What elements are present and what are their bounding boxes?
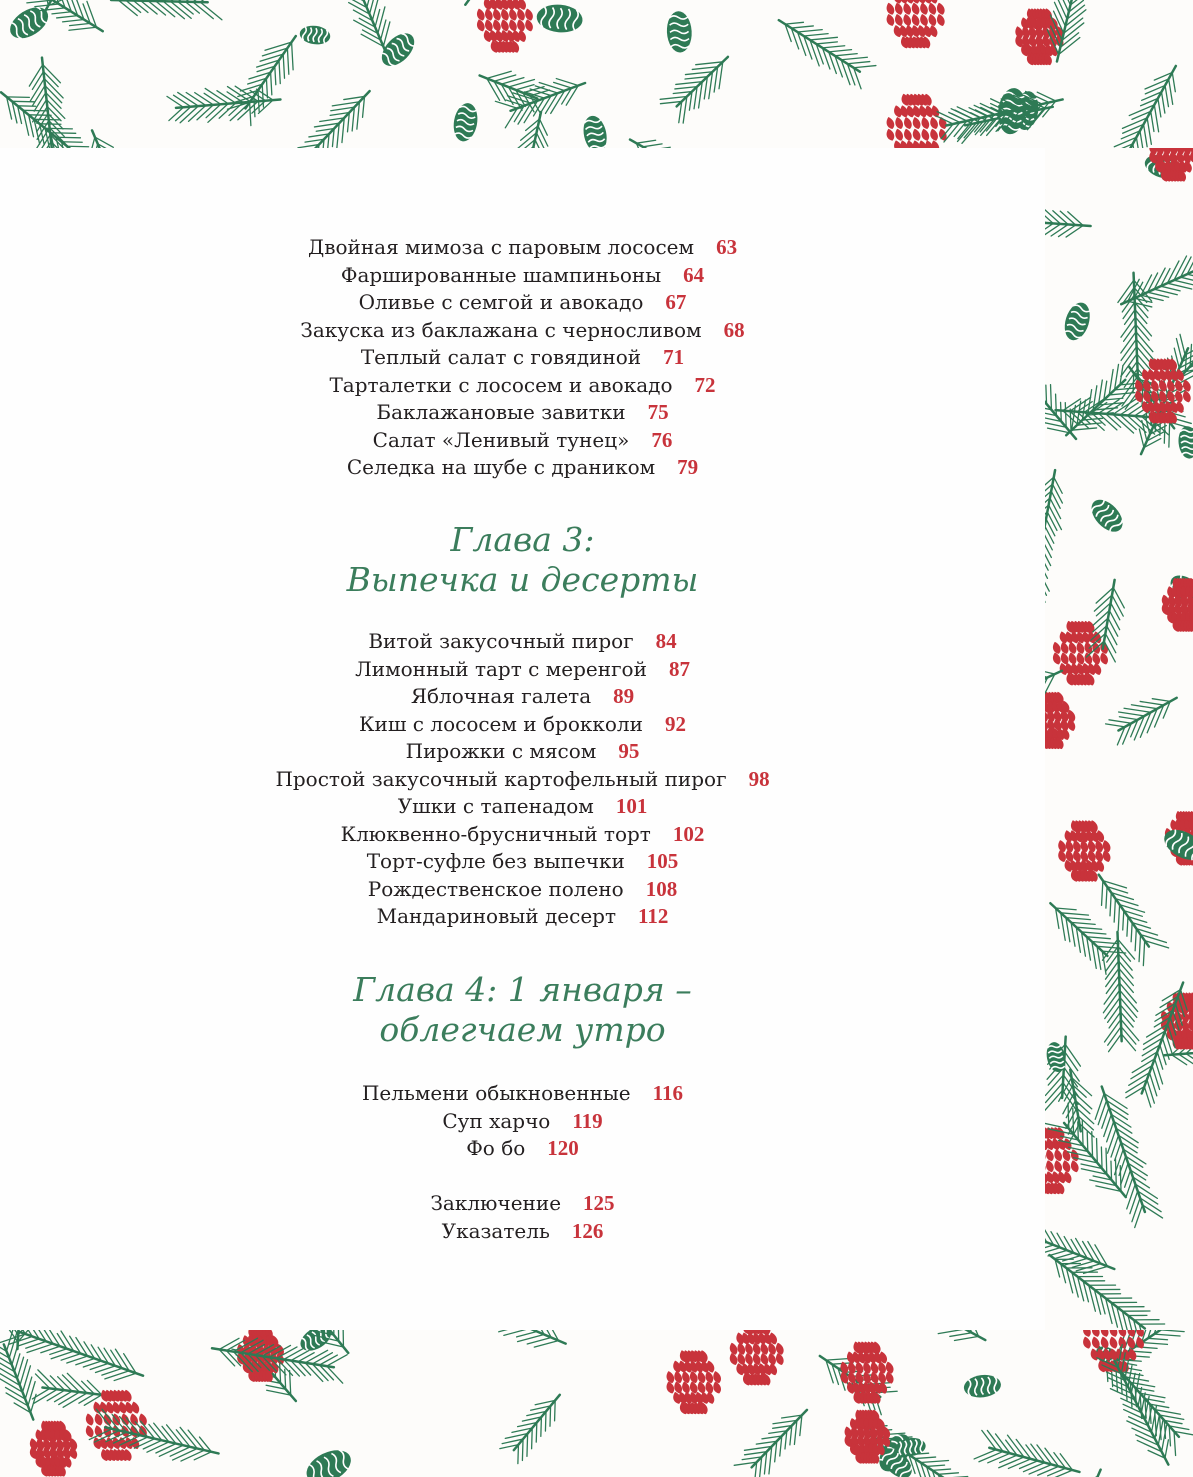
toc-entry[interactable]: Рождественское полено 108 [367, 876, 678, 901]
page-number: 64 [683, 262, 705, 287]
page-number: 98 [748, 766, 770, 791]
toc-entry[interactable]: Баклажановые завитки 75 [376, 400, 669, 424]
table-of-contents [0, 148, 1045, 1330]
toc-entry[interactable]: Киш с лососем и брокколи 92 [359, 711, 686, 736]
page-number: 125 [583, 1191, 615, 1215]
toc-entry[interactable]: Яблочная галета 89 [410, 684, 635, 708]
page-number: 75 [647, 400, 669, 424]
toc-section-salads [0, 234, 1045, 482]
top-pine-border [0, 0, 1193, 148]
page-number: 101 [615, 794, 648, 818]
chapter-3-title: Выпечка и десерты [346, 560, 699, 599]
toc-entry[interactable]: Двойная мимоза с паровым лососем 63 [307, 235, 738, 259]
toc-entry[interactable]: Ушки с тапенадом 101 [397, 794, 648, 818]
toc-entry[interactable]: Оливье с семгой и авокадо 67 [358, 290, 687, 314]
toc-entry[interactable]: Селедка на шубе с драником 79 [346, 455, 699, 479]
toc-entry[interactable]: Торт-суфле без выпечки 105 [366, 849, 679, 873]
page-number: 116 [652, 1081, 683, 1105]
bottom-pine-border [0, 1330, 1193, 1477]
toc-entry[interactable]: Фаршированные шампиньоны 64 [340, 262, 705, 287]
toc-entry[interactable]: Закуска из баклажана с черносливом 68 [300, 317, 745, 342]
toc-entry[interactable]: Фо бо 120 [466, 1136, 579, 1160]
toc-entry[interactable]: Лимонный тарт с меренгой 87 [355, 656, 690, 681]
page-number: 76 [651, 427, 673, 452]
page-number: 72 [694, 372, 716, 397]
toc-section-chapter-3 [0, 628, 1045, 931]
toc-entry[interactable]: Простой закусочный картофельный пирог 98 [275, 766, 770, 791]
page-number: 79 [677, 455, 699, 479]
chapter-4-title: облегчаем утро [379, 1010, 666, 1049]
page-number: 126 [571, 1218, 604, 1243]
toc-entry[interactable]: Салат «Ленивый тунец» 76 [372, 427, 673, 452]
toc-entry[interactable]: Клюквенно-брусничный торт 102 [340, 821, 705, 846]
toc-entry[interactable]: Мандариновый десерт 112 [376, 904, 669, 928]
chapter-4-heading [0, 970, 1045, 1050]
toc-entry[interactable]: Теплый салат с говядиной 71 [360, 345, 685, 369]
chapter-3-number: Глава 3: [450, 520, 595, 559]
toc-entry[interactable]: Тарталетки с лососем и авокадо 72 [329, 372, 716, 397]
page-number: 89 [613, 684, 635, 708]
page-number: 105 [646, 849, 679, 873]
page-number: 67 [665, 290, 687, 314]
chapter-4-number: Глава 4: 1 января – [353, 970, 692, 1009]
page-number: 71 [663, 345, 685, 369]
page-number: 120 [547, 1136, 579, 1160]
page-number: 95 [618, 739, 640, 763]
toc-entry[interactable]: Заключение 125 [430, 1191, 615, 1215]
page-number: 119 [572, 1108, 603, 1133]
toc-entry[interactable]: Пельмени обыкновенные 116 [361, 1081, 683, 1105]
page-number: 63 [716, 235, 738, 259]
chapter-3-heading [0, 520, 1045, 600]
toc-entry[interactable]: Пирожки с мясом 95 [405, 739, 640, 763]
toc-entry[interactable]: Указатель 126 [441, 1218, 604, 1243]
page-number: 92 [664, 711, 686, 736]
page-number: 108 [645, 876, 678, 901]
toc-entry[interactable]: Витой закусочный пирог 84 [368, 629, 677, 653]
toc-section-backmatter [0, 1190, 1045, 1245]
toc-entry[interactable]: Суп харчо 119 [442, 1108, 603, 1133]
page-number: 102 [672, 821, 705, 846]
toc-section-chapter-4 [0, 1080, 1045, 1163]
right-pine-border [1045, 148, 1193, 1330]
page-number: 87 [668, 656, 690, 681]
page-number: 84 [655, 629, 677, 653]
page-number: 68 [723, 317, 745, 342]
page-number: 112 [638, 904, 669, 928]
